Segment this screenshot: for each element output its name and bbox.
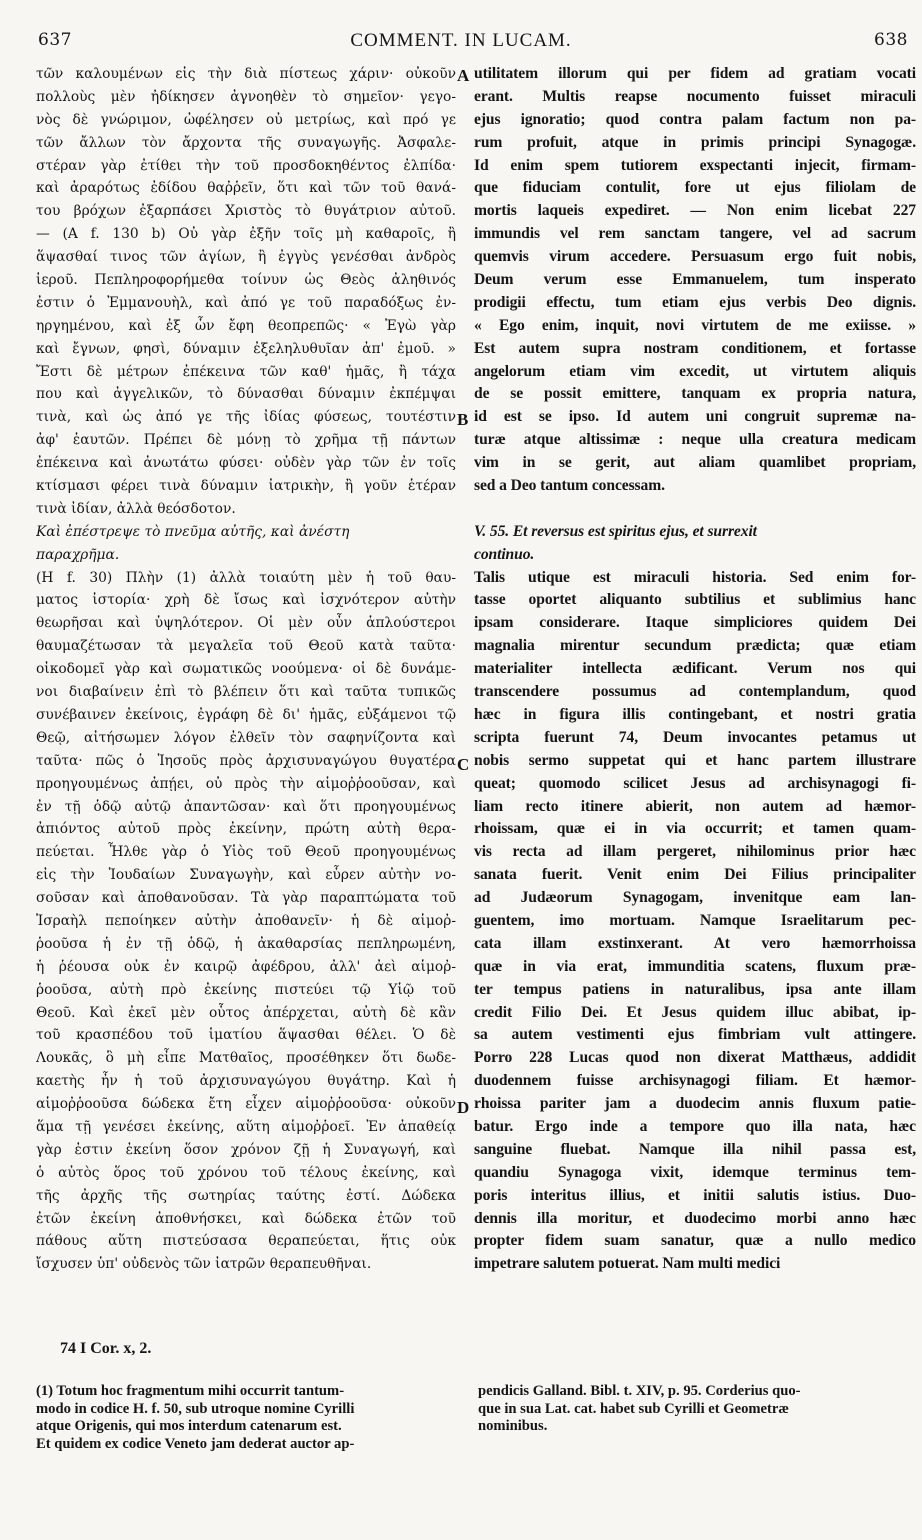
footnote-line: que in sua Lat. cat. habet sub Cyrilli et Geometræ: [478, 1400, 789, 1417]
latin-text-line: vim in se gerit, aut aliam quamlibet propriam,: [474, 454, 916, 472]
greek-column: [36, 63, 456, 1276]
latin-text-line: impetrare salutem potuerat. Nam multi medici: [474, 1255, 781, 1273]
margin-marker-a: A: [457, 66, 470, 85]
greek-text-line: που καὶ ἀγγελικῶν, τὸ δύνασθαι δύναμιν ἐκπέμψαι: [36, 386, 456, 403]
greek-text-line: γὰρ ἐστιν ἐκείνη ὅσον χρόνον ζῇ ἡ Συναγωγή, καὶ: [36, 1141, 456, 1158]
greek-text-line: ἐτῶν ἐκείνη ἀποθνήσκει, καὶ δώδεκα ἐτῶν τοῦ: [36, 1210, 456, 1227]
latin-text-line: id est se ipso. Id autem uni congruit supremæ na-: [474, 408, 916, 426]
latin-text-line: quemvis virum accedere. Persuasum ergo fuit nobis,: [474, 248, 916, 266]
greek-text-line: συνέβαινεν ἐκείνοις, ἐγράφη δὲ δι' ἡμᾶς, εὐξάμενοι τῷ: [36, 706, 456, 723]
greek-text-line: οἰκοδομεῖ γὰρ καὶ σωματικῶς νοούμενα· οἱ δὲ δυνάμε-: [36, 661, 456, 678]
greek-text-line: Θεῷ, αἰτήσωμεν λόγον ἐλθεῖν τὸν σαφηνίζοντα καὶ: [36, 729, 456, 746]
greek-text-line: ἐστιν ὁ Ἐμμανουὴλ, καὶ ἀπό γε τοῦ παραδόξως ἐν-: [36, 294, 456, 311]
greek-text-line: νοι διαβαίνειν ἐπὶ τὸ βλέπειν ὅτι καὶ ταῦτα τυπικῶς: [36, 684, 456, 701]
margin-marker-c: C: [457, 755, 470, 774]
greek-text-line: πεύεται. Ἦλθε γὰρ ὁ Υἱὸς τοῦ Θεοῦ προηγουμένως: [36, 844, 456, 861]
margin-marker-b: B: [457, 410, 469, 429]
greek-text-line: ῥοοῦσα ἡ ἐν τῇ ὁδῷ, ἡ ἀκαθαρσίας πεπληρωμένη,: [36, 935, 456, 952]
greek-text-line: σοῦσαν καὶ ἀποθανοῦσαν. Τὰ γὰρ παραπτώματα τοῦ: [36, 890, 456, 907]
latin-text-line: Deum verum esse Emmanuelem, tum insperato: [474, 271, 916, 289]
latin-text-line: turæ atque altissimæ : neque ulla creatura medicam: [474, 431, 916, 449]
greek-text-line: ῥοοῦσα, αὐτὴ πρὸ ἐκείνης πιστεύει τῷ Υἱῷ τοῦ: [36, 981, 456, 998]
latin-text-line: hæc in figura illis contingebant, et nostri gratia: [474, 705, 916, 723]
latin-text-line: ad Judæorum Synagogam, invenitque eam lan-: [474, 889, 916, 907]
greek-text-line: θεωρῆσαι καὶ ὑψηλότερον. Οἱ μὲν οὖν ἁπλούστεροι: [36, 615, 456, 632]
greek-text-line: νὸς δὲ γνώριμον, ὠφέλησεν οὐ μετρίως, καὶ πρό γε: [36, 111, 456, 128]
greek-text-line: αἱμοῤῥοοῦσα δώδεκα ἔτη εἶχεν αἱμοῤῥοοῦσα· οὐκοῦν: [36, 1096, 456, 1113]
footnote-line: pendicis Galland. Bibl. t. XIV, p. 95. Corderius quo-: [478, 1383, 801, 1399]
greek-text-line: καὶ ἀραρότως ἐδίδου θαῤῥεῖν, ὅτι καὶ τῶν τοῦ θανά-: [36, 180, 456, 197]
greek-text-line: καὶ ἔγνων, φησὶ, δύναμιν ἐξεληλυθυῖαν ἀπ' ἐμοῦ. »: [36, 340, 456, 357]
latin-text-line: sanguine fluebat. Namque illa nihil passa est,: [474, 1140, 916, 1158]
greek-text-line: προηγουμένως ἀπῄει, οὐ πρὸς τὴν αἱμοῤῥοοῦσαν, καὶ: [36, 775, 456, 792]
latin-text-line: credit Filio Dei. Et Jesus quidem illuc abibat, ip-: [474, 1003, 916, 1021]
latin-text-line: Est autem supra nostram conditionem, et fortasse: [474, 339, 916, 357]
latin-text-line: mortis laqueis expediret. — Non enim licebat 227: [474, 202, 916, 220]
latin-text-line: immundis vel rem sanctam tangere, vel ad sacrum: [474, 225, 916, 243]
latin-text-line: erant. Multis reapse nocumento fuisset miraculi: [474, 87, 916, 105]
greek-text-line: — (A f. 130 b) Οὐ γὰρ ἐξῆν τοῖς μὴ καθαροῖς, ἢ: [36, 226, 456, 243]
greek-text-line: τῆς ἀρχῆς τῆς σωτηρίας ταύτης ἐστί. Δώδεκα: [36, 1187, 456, 1204]
latin-text-line: dennis illa moritur, et duodecimo morbi anno hæc: [474, 1209, 916, 1227]
greek-text-line: ἅμα τῇ γενέσει ἐκείνης, αὕτη αἱμοῤῥοεῖ. Ἐν ἀπαθείᾳ: [36, 1118, 456, 1135]
latin-text-line: ter tempus patiens in naturalibus, ipsa ante illam: [474, 980, 916, 998]
latin-text-line: liam recto itinere abierit, non autem ad hæmor-: [474, 797, 916, 815]
greek-text-line: ἐν τῇ ὁδῷ αὐτῷ ἀπαντῶσαν· καὶ ὅτι προηγουμένως: [36, 798, 456, 815]
latin-text-line: poris interitus illius, et initii salutis istius. Duo-: [474, 1186, 916, 1204]
greek-text-line: παραχρῆμα.: [36, 546, 120, 563]
greek-text-line: ματος ἱστορία· χρὴ δὲ ἴσως καὶ ἰσχνότερον αὐτὴν: [36, 592, 456, 609]
greek-text-line: Θεοῦ. Καὶ ἐκεῖ μὲν οὗτος ἀπέρχεται, αὐτὴ δὲ κἂν: [36, 1004, 456, 1021]
footnote-reference: 74 I Cor. x, 2.: [60, 1340, 152, 1357]
greek-text-line: κτίσμασι φέρει τινὰ δύναμιν ἰατρικὴν, ἢ γοῦν ἑτέραν: [36, 478, 456, 495]
latin-text-line: sa autem vestimenti ejus fimbriam vult attingere.: [474, 1026, 916, 1044]
latin-text-line: angelorum etiam vim excedit, ut virtutem aliquis: [474, 362, 916, 380]
footnote-line: modo in codice H. f. 50, sub utroque nomine Cyrilli: [36, 1400, 355, 1417]
footnote-line: atque Origenis, qui mos interdum catenarum est.: [36, 1418, 342, 1434]
latin-text-line: guentem, imo mortuam. Namque Israelitarum pec-: [474, 911, 916, 929]
latin-text-line: Id enim spem tutiorem exspectanti injecit, firmam-: [474, 156, 916, 174]
latin-text-line: queat; quomodo scilicet Jesus ad archisynagogi fi-: [474, 774, 916, 792]
margin-marker-d: D: [457, 1098, 470, 1117]
latin-text-line: magnalia mirentur secundum prædicta; quæ etiam: [474, 637, 916, 655]
latin-text-line: que fiduciam contulit, fore ut ejus filiolam de: [474, 179, 916, 197]
greek-text-line: τοῦ κρασπέδου τοῦ ἱματίου ἅψασθαι θέλει. Ὁ δὲ: [36, 1027, 456, 1044]
greek-text-line: Λουκᾶς, ὃ μὴ εἶπε Ματθαῖος, προσέθηκεν ὅτι δωδε-: [36, 1050, 456, 1067]
latin-text-line: propter fidem suam sanatur, quæ a nullo medico: [474, 1232, 916, 1250]
latin-text-line: prodigii effectu, tum etiam ejus verbis Deo dignis.: [474, 293, 916, 311]
greek-text-line: ἴσχυσεν ὑπ' οὐδενὸς τῶν ἰατρῶν θεραπευθῆναι.: [36, 1256, 372, 1273]
footnote-line: (1) Totum hoc fragmentum mihi occurrit tantum-: [36, 1383, 345, 1399]
latin-column: [474, 63, 916, 1276]
greek-text-line: πολλοὺς μὲν ἠδίκησεν ἀγνοηθὲν τὸ σημεῖον· γεγο-: [36, 88, 456, 105]
greek-text-line: τῶν καλουμένων εἰς τὴν διὰ πίστεως χάριν· οὐκοῦν: [36, 66, 456, 82]
latin-text-line: ejus ignoratio; quod contra palam factum non pa-: [474, 110, 916, 128]
latin-text-line: cata illam exstinxerant. At vero hæmorrhoissa: [474, 934, 916, 952]
greek-text-line: ταῦτα· πῶς ὁ Ἰησοῦς πρὸς ἀρχισυναγώγου θυγατέρα: [36, 752, 456, 769]
greek-text-line: ἐπέκεινα καὶ ἀνωτάτω φύσει· οὐδὲν γὰρ τῶν ἐν τοῖς: [36, 455, 456, 472]
latin-text-line: utilitatem illorum qui per fidem ad gratiam vocati: [474, 65, 916, 82]
latin-text-line: tasse oportet aliquanto subtilius et sublimius hanc: [474, 591, 916, 609]
footnote-right: [478, 1383, 916, 1436]
greek-text-line: θαυμαζέτωσαν τὰ μεγαλεῖα τοῦ Θεοῦ κατὰ ταῦτα·: [36, 638, 456, 655]
greek-text-line: ηργημένου, καὶ ἐξ ὧν ἔφη θεοπρεπῶς· « Ἐγὼ γὰρ: [36, 317, 456, 334]
latin-text-line: Porro 228 Lucas quod non dixerat Matthæus, addidit: [474, 1049, 916, 1067]
latin-text-line: nobis sermo suppetat qui et hanc partem illustrare: [474, 751, 916, 769]
latin-text-line: continuo.: [474, 545, 535, 563]
running-title: COMMENT. IN LUCAM.: [350, 30, 572, 51]
latin-text-line: V. 55. Et reversus est spiritus ejus, et surrexit: [474, 522, 757, 540]
latin-text-line: batur. Ergo inde a tempore quo illa nata, hæc: [474, 1117, 916, 1135]
latin-text-line: vis recta ad illam pergeret, nihilominus prior hæc: [474, 843, 916, 861]
footnote-left: [36, 1383, 450, 1453]
greek-text-line: εἰς τὴν Ἰουδαίων Συναγωγὴν, καὶ εὗρεν αὐτὴν νο-: [36, 867, 456, 884]
page-number-left: 637: [38, 30, 72, 50]
page-number-right: 638: [874, 30, 908, 50]
greek-text-line: ἀπιόντος αὐτοῦ πρὸς ἐκείνην, πρώτη αὐτὴ θερα-: [36, 821, 456, 838]
latin-text-line: quandiu Synagoga vixit, idemque terminus tem-: [474, 1163, 916, 1181]
latin-text-line: rhoissa pariter jam a duodecim annis fluxum patie-: [474, 1095, 916, 1113]
latin-text-line: materialiter intellecta ædificant. Verum nos qui: [474, 660, 916, 678]
greek-text-line: τινὰ ἰδίαν, ἀλλὰ θεόσδοτον.: [36, 500, 236, 517]
greek-text-line: στέραν γὰρ ἐτίθει τὴν τοῦ προσδοκηθέντος ἐλπίδα·: [36, 157, 456, 174]
greek-text-line: ἅψασθαί τινος τῶν ἁγίων, ἢ ἐγγὺς γενέσθαι ἀνδρὸς: [36, 249, 456, 266]
latin-text-line: « Ego enim, inquit, novi virtutem de me exiisse. »: [474, 316, 916, 334]
latin-text-line: duodennem fuisse archisynagogi filiam. Et hæmor-: [474, 1072, 916, 1090]
greek-text-line: ἀφ' ἑαυτῶν. Πρέπει δὲ μόνῃ τὸ χρῆμα τῇ πάντων: [36, 432, 456, 449]
footnote-line: nominibus.: [478, 1418, 548, 1434]
greek-text-line: καετὴς ἦν ἡ τοῦ ἀρχισυναγώγου θυγάτηρ. Καὶ ἡ: [36, 1073, 456, 1090]
greek-text-line: (H f. 30) Πλὴν (1) ἀλλὰ τοιαύτη μὲν ἡ τοῦ θαυ-: [36, 569, 456, 586]
latin-text-line: sed a Deo tantum concessam.: [474, 477, 665, 495]
footnote-line: Et quidem ex codice Veneto jam dederat auctor ap-: [36, 1435, 355, 1452]
greek-text-line: ἱεροῦ. Πεπληροφορήμεθα τοίνυν ὡς Θεὸς ἀληθινός: [36, 272, 456, 289]
greek-text-line: Ἰσραὴλ πεποίηκεν αὐτὴν ἀποθανεῖν· ἡ δὲ αἱμοῤ-: [36, 912, 456, 929]
greek-text-line: τῶν ἄλλων τὸν ἄρχοντα τῆς συναγωγῆς. Ἀσφαλε-: [36, 134, 456, 151]
latin-text-line: rhoissam, quæ ei in via occurrit; et tamen quam-: [474, 820, 916, 838]
latin-text-line: quæ in via erat, immunditia scatens, fluxum præ-: [474, 957, 916, 975]
greek-text-line: Ἔστι δὲ μέτρων ἐπέκεινα τῶν καθ' ἡμᾶς, ἢ τάχα: [36, 363, 456, 380]
latin-text-line: transcendere possumus ad contemplandum, quod: [474, 683, 916, 701]
latin-text-line: de se possit emittere, tanquam ex propria natura,: [474, 385, 916, 403]
latin-text-line: [474, 498, 916, 521]
latin-text-line: rum profuit, atque in primis principi Synagogæ.: [474, 133, 916, 151]
greek-text-line: Καὶ ἐπέστρεψε τὸ πνεῦμα αὐτῆς, καὶ ἀνέστη: [36, 523, 350, 540]
greek-text-line: τινὰ, καὶ ὡς ἀπό γε τῆς ἰδίας φύσεως, τουτέστιν: [36, 409, 456, 426]
greek-text-line: ἡ ῥέουσα οὐκ ἐν καιρῷ ἀφέδρου, ἀλλ' ἀεὶ αἱμοῤ-: [36, 958, 456, 975]
greek-text-line: πάθους αὕτη πιστεύσασα θεραπεύεται, ἥτις οὐκ: [36, 1233, 456, 1250]
latin-text-line: Talis utique est miraculi historia. Sed enim for-: [474, 568, 916, 586]
latin-text-line: sanata fuerit. Venit enim Dei Filius principaliter: [474, 866, 916, 884]
latin-text-line: scripta fuerunt 74, Deum invocantes petamus ut: [474, 728, 916, 746]
latin-text-line: ipsam considerare. Itaque simpliciores quidem Dei: [474, 614, 916, 632]
greek-text-line: του βρόχων ἐξαρπάσει Χριστὸς τὸ θυγάτριον αὐτοῦ.: [36, 203, 456, 220]
greek-text-line: ὁ αὐτὸς ὅρος τοῦ χρόνου τοῦ τέλους ἐκείνης, καὶ: [36, 1164, 456, 1181]
